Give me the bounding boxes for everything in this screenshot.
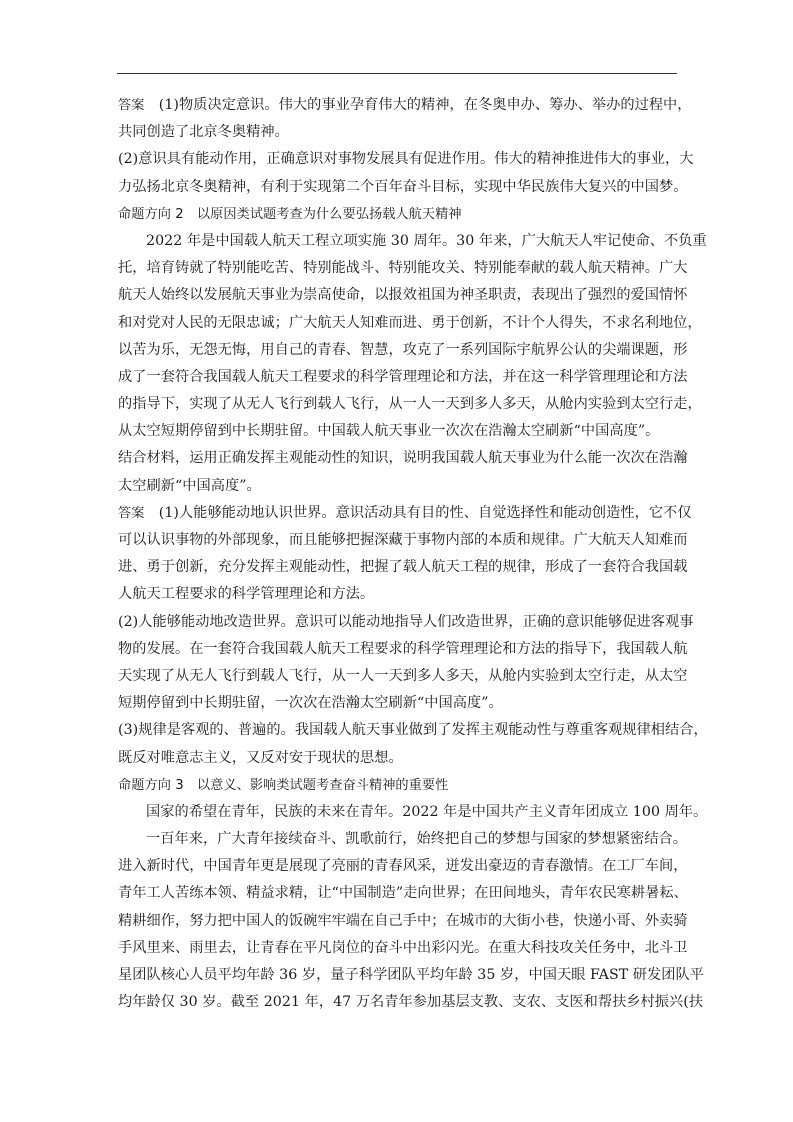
- text-line: [118, 391, 702, 418]
- text-line: [118, 853, 688, 880]
- line-text: 2022 年是中国载人航天工程立项实施 30 周年。30 年来，广大航天人牢记使命、不负重: [146, 232, 707, 249]
- line-text: 国家的希望在青年，民族的未来在青年。2022 年是中国共产主义青年团成立 100 周年。: [146, 803, 708, 820]
- text-line: [118, 745, 678, 772]
- text-line: [118, 146, 694, 173]
- answer-label: 答案: [118, 98, 145, 113]
- answer-label: 答案: [118, 505, 145, 521]
- line-text: 人航天工程要求的科学管理理论和方法。: [118, 586, 375, 603]
- text-line: [118, 663, 688, 690]
- text-line: [118, 799, 708, 826]
- line-text: (1)物质决定意识。伟大的事业孕育伟大的精神，在冬奥申办、筹办、举办的过程中，: [158, 97, 692, 113]
- text-line: [118, 717, 708, 744]
- line-text: 进、勇于创新，充分发挥主观能动性，把握了载人航天工程的规律，形成了一套符合我国载: [118, 559, 688, 576]
- text-line: [118, 310, 702, 337]
- line-text: 和对党对人民的无限忠诚；广大航天人知难而进、勇于创新，不计个人得失，不求名利地位，: [118, 314, 702, 331]
- line-text: 青年工人苦练本领、精益求精，让“中国制造”走向世界；在田间地头，青年农民寒耕暑耘、: [118, 885, 688, 902]
- text-line: [118, 581, 678, 608]
- text-line: [118, 364, 688, 391]
- line-text: 天实现了从无人飞行到载人飞行，从一人一天到多人多天，从舱内实验到太空行走，从太空: [118, 667, 688, 684]
- line-text: 结合材料，运用正确发挥主观能动性的知识，说明我国载人航天事业为什么能一次次在浩瀚: [118, 450, 688, 467]
- line-text: 共同创造了北京冬奥精神。: [118, 124, 289, 141]
- text-line: [118, 255, 688, 282]
- text-line: [118, 826, 688, 853]
- line-text: 航天人始终以发展航天事业为崇高使命，以报效祖国为神圣职责，表现出了强烈的爱国情怀: [118, 287, 688, 304]
- text-line: [118, 908, 688, 935]
- line-text: (1)人能够能动地认识世界。意识活动具有目的性、自觉选择性和能动创造性，它不仅: [158, 504, 692, 521]
- line-text: 可以认识事物的外部现象，而且能够把握深藏于事物内部的本质和规律。广大航天人知难而: [118, 532, 688, 548]
- line-text: 精耕细作，努力把中国人的饭碗牢牢端在自己手中；在城市的大街小巷，快递小哥、外卖骑: [118, 912, 688, 929]
- text-line: [118, 337, 688, 364]
- section-heading: [118, 772, 678, 799]
- line-text: 的指导下，实现了从无人飞行到载人飞行，从一人一天到多人多天，从舱内实验到太空行走，: [118, 396, 702, 413]
- line-text: 均年龄仅 30 岁。截至 2021 年，47 万名青年参加基层支教、支农、支医和帮扶乡村振兴(扶: [118, 994, 704, 1011]
- text-line: [118, 554, 688, 581]
- text-line: [118, 119, 678, 146]
- section-heading: [118, 201, 678, 228]
- text-line: [118, 473, 678, 500]
- text-line: [118, 282, 688, 309]
- text-line: [118, 690, 678, 717]
- line-text: (3)规律是客观的、普遍的。我国载人航天事业做到了发挥主观能动性与尊重客观规律相结合，: [118, 722, 708, 739]
- line-text: 进入新时代，中国青年更是展现了亮丽的青春风采，迸发出豪迈的青春激情。在工厂车间，: [118, 858, 688, 875]
- text-line: [118, 445, 688, 472]
- line-text: 短期停留到中长期驻留，一次次在浩瀚太空刷新“中国高度”。: [118, 695, 503, 712]
- line-text: 命题方向 3 以意义、影响类试题考查奋斗精神的重要性: [118, 777, 449, 793]
- line-text: (2)人能够能动地改造世界。意识可以能动地指导人们改造世界，正确的意识能够促进客观事: [118, 613, 694, 630]
- text-line: [118, 636, 688, 663]
- line-text: 太空刷新“中国高度”。: [118, 477, 261, 494]
- text-line: [118, 935, 688, 962]
- line-text: 托，培育铸就了特别能吃苦、特别能战斗、特别能攻关、特别能奉献的载人航天精神。广大: [118, 260, 688, 277]
- text-line: [118, 962, 704, 989]
- header-rule: [117, 73, 677, 74]
- text-line: [118, 500, 692, 527]
- text-line: [118, 527, 688, 554]
- text-line: [118, 92, 692, 119]
- text-line: [118, 880, 688, 907]
- line-text: 物的发展。在一套符合我国载人航天工程要求的科学管理理论和方法的指导下，我国载人航: [118, 640, 688, 657]
- line-text: 以苦为乐，无怨无悔，用自己的青春、智慧，攻克了一系列国际宇航界公认的尖端课题，形: [118, 341, 688, 358]
- line-text: 命题方向 2 以原因类试题考查为什么要弘扬载人航天精神: [118, 206, 462, 222]
- line-text: 一百年来，广大青年接续奋斗、凯歌前行，始终把自己的梦想与国家的梦想紧密结合。: [146, 831, 688, 848]
- text-line: [118, 228, 707, 255]
- line-text: 星团队核心人员平均年龄 36 岁，量子科学团队平均年龄 35 岁，中国天眼 FAST 研发团队平: [118, 967, 704, 983]
- text-line: [118, 174, 688, 201]
- line-text: 成了一套符合我国载人航天工程要求的科学管理理论和方法，并在这一科学管理理论和方法: [118, 368, 688, 385]
- line-text: 既反对唯意志主义，又反对安于现状的思想。: [118, 749, 403, 766]
- text-line: [118, 609, 694, 636]
- text-line: [118, 989, 704, 1016]
- line-text: (2)意识具有能动作用，正确意识对事物发展具有促进作用。伟大的精神推进伟大的事业，大: [118, 151, 694, 168]
- document-body: [118, 92, 708, 1016]
- line-text: 手风里来、雨里去，让青春在平凡岗位的奋斗中出彩闪光。在重大科技攻关任务中，北斗卫: [118, 939, 688, 956]
- line-text: 从太空短期停留到中长期驻留。中国载人航天事业一次次在浩瀚太空刷新“中国高度”。: [118, 423, 660, 440]
- text-line: [118, 418, 678, 445]
- line-text: 力弘扬北京冬奥精神，有利于实现第二个百年奋斗目标，实现中华民族伟大复兴的中国梦。: [118, 178, 688, 195]
